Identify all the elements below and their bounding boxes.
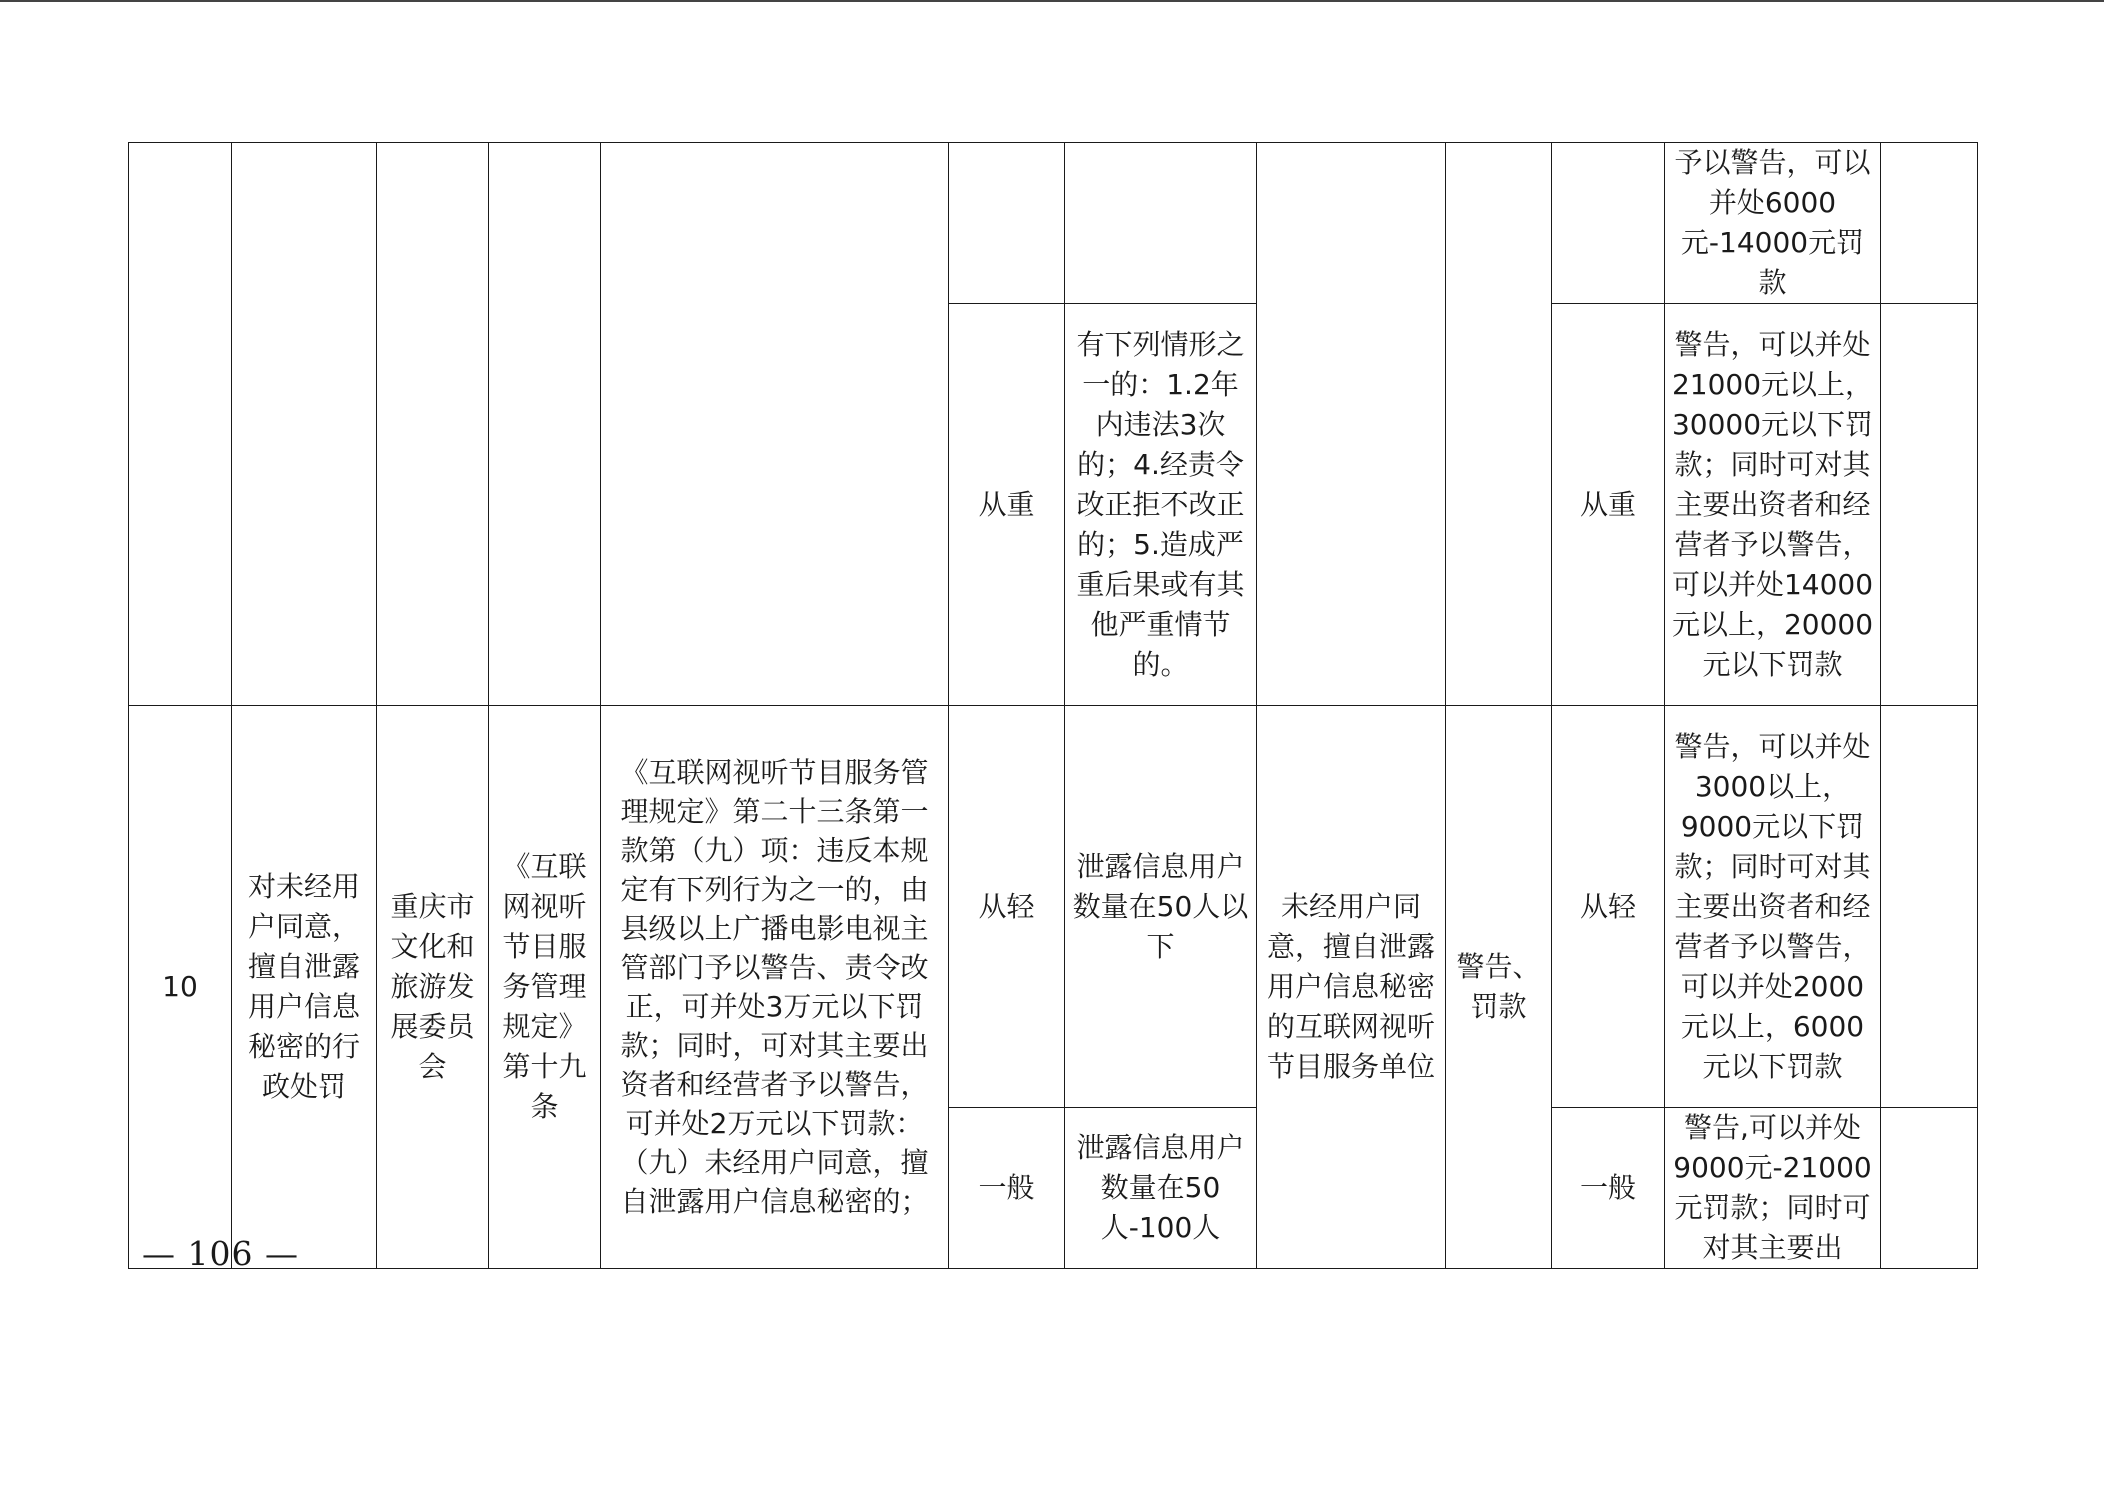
item-name-cell-empty xyxy=(232,143,377,706)
page-top-rule xyxy=(0,0,2104,2)
discretion-cell: 警告，可以并处21000元以上，30000元以下罚款；同时可对其主要出资者和经营者予以警告，可以并处14000元以上，20000元以下罚款 xyxy=(1665,304,1881,706)
remarks-cell xyxy=(1881,1108,1978,1269)
penalty-type-cell-empty xyxy=(1446,143,1552,706)
number-cell-empty xyxy=(129,143,232,706)
circumstance-cell-empty xyxy=(1065,143,1257,304)
remarks-cell xyxy=(1881,143,1978,304)
remarks-cell xyxy=(1881,706,1978,1108)
penalty-discretion-table xyxy=(128,142,1978,1269)
authority-cell: 重庆市文化和旅游发展委员会 xyxy=(377,706,489,1269)
discretion-cell: 予以警告，可以并处6000元-14000元罚款 xyxy=(1665,143,1881,304)
discretion-level-cell: 从轻 xyxy=(949,706,1065,1108)
subject-cell: 未经用户同意，擅自泄露用户信息秘密的互联网视听节目服务单位 xyxy=(1257,706,1446,1269)
level-2-cell-empty xyxy=(1552,143,1665,304)
subject-cell-empty xyxy=(1257,143,1446,706)
discretion-cell: 警告,可以并处9000元-21000元罚款；同时可对其主要出 xyxy=(1665,1108,1881,1269)
legal-basis-short-cell-empty xyxy=(489,143,601,706)
table-row xyxy=(129,143,1978,304)
authority-cell-empty xyxy=(377,143,489,706)
discretion-level-cell: 从重 xyxy=(949,304,1065,706)
discretion-cell: 警告，可以并处3000以上，9000元以下罚款；同时可对其主要出资者和经营者予以警告，可以并处2000元以上，6000元以下罚款 xyxy=(1665,706,1881,1108)
level-cell-empty xyxy=(949,143,1065,304)
discretion-level-cell: 从轻 xyxy=(1552,706,1665,1108)
penalty-type-cell: 警告、罚款 xyxy=(1446,706,1552,1269)
legal-basis-full-cell-empty xyxy=(601,143,949,706)
item-name-cell: 对未经用户同意，擅自泄露用户信息秘密的行政处罚 xyxy=(232,706,377,1269)
row-number-cell: 10 xyxy=(129,706,232,1269)
page-number: — 106 — xyxy=(142,1234,299,1273)
legal-basis-short-cell: 《互联网视听节目服务管理规定》第十九条 xyxy=(489,706,601,1269)
discretion-level-cell: 一般 xyxy=(1552,1108,1665,1269)
remarks-cell xyxy=(1881,304,1978,706)
circumstance-cell: 有下列情形之一的：1.2年内违法3次的；4.经责令改正拒不改正的；5.造成严重后果或有其他严重情节的。 xyxy=(1065,304,1257,706)
circumstance-cell: 泄露信息用户数量在50人以下 xyxy=(1065,706,1257,1108)
circumstance-cell: 泄露信息用户数量在50人-100人 xyxy=(1065,1108,1257,1269)
discretion-level-cell: 从重 xyxy=(1552,304,1665,706)
discretion-level-cell: 一般 xyxy=(949,1108,1065,1269)
legal-basis-full-cell: 《互联网视听节目服务管理规定》第二十三条第一款第（九）项：违反本规定有下列行为之一的，由县级以上广播电影电视主管部门予以警告、责令改正，可并处3万元以下罚款；同时，可对其主要出资者和经营者予以警告，可并处2万元以下罚款：（九）未经用户同意，擅自泄露用户信息秘密的； xyxy=(601,706,949,1269)
table-row xyxy=(129,706,1978,1108)
